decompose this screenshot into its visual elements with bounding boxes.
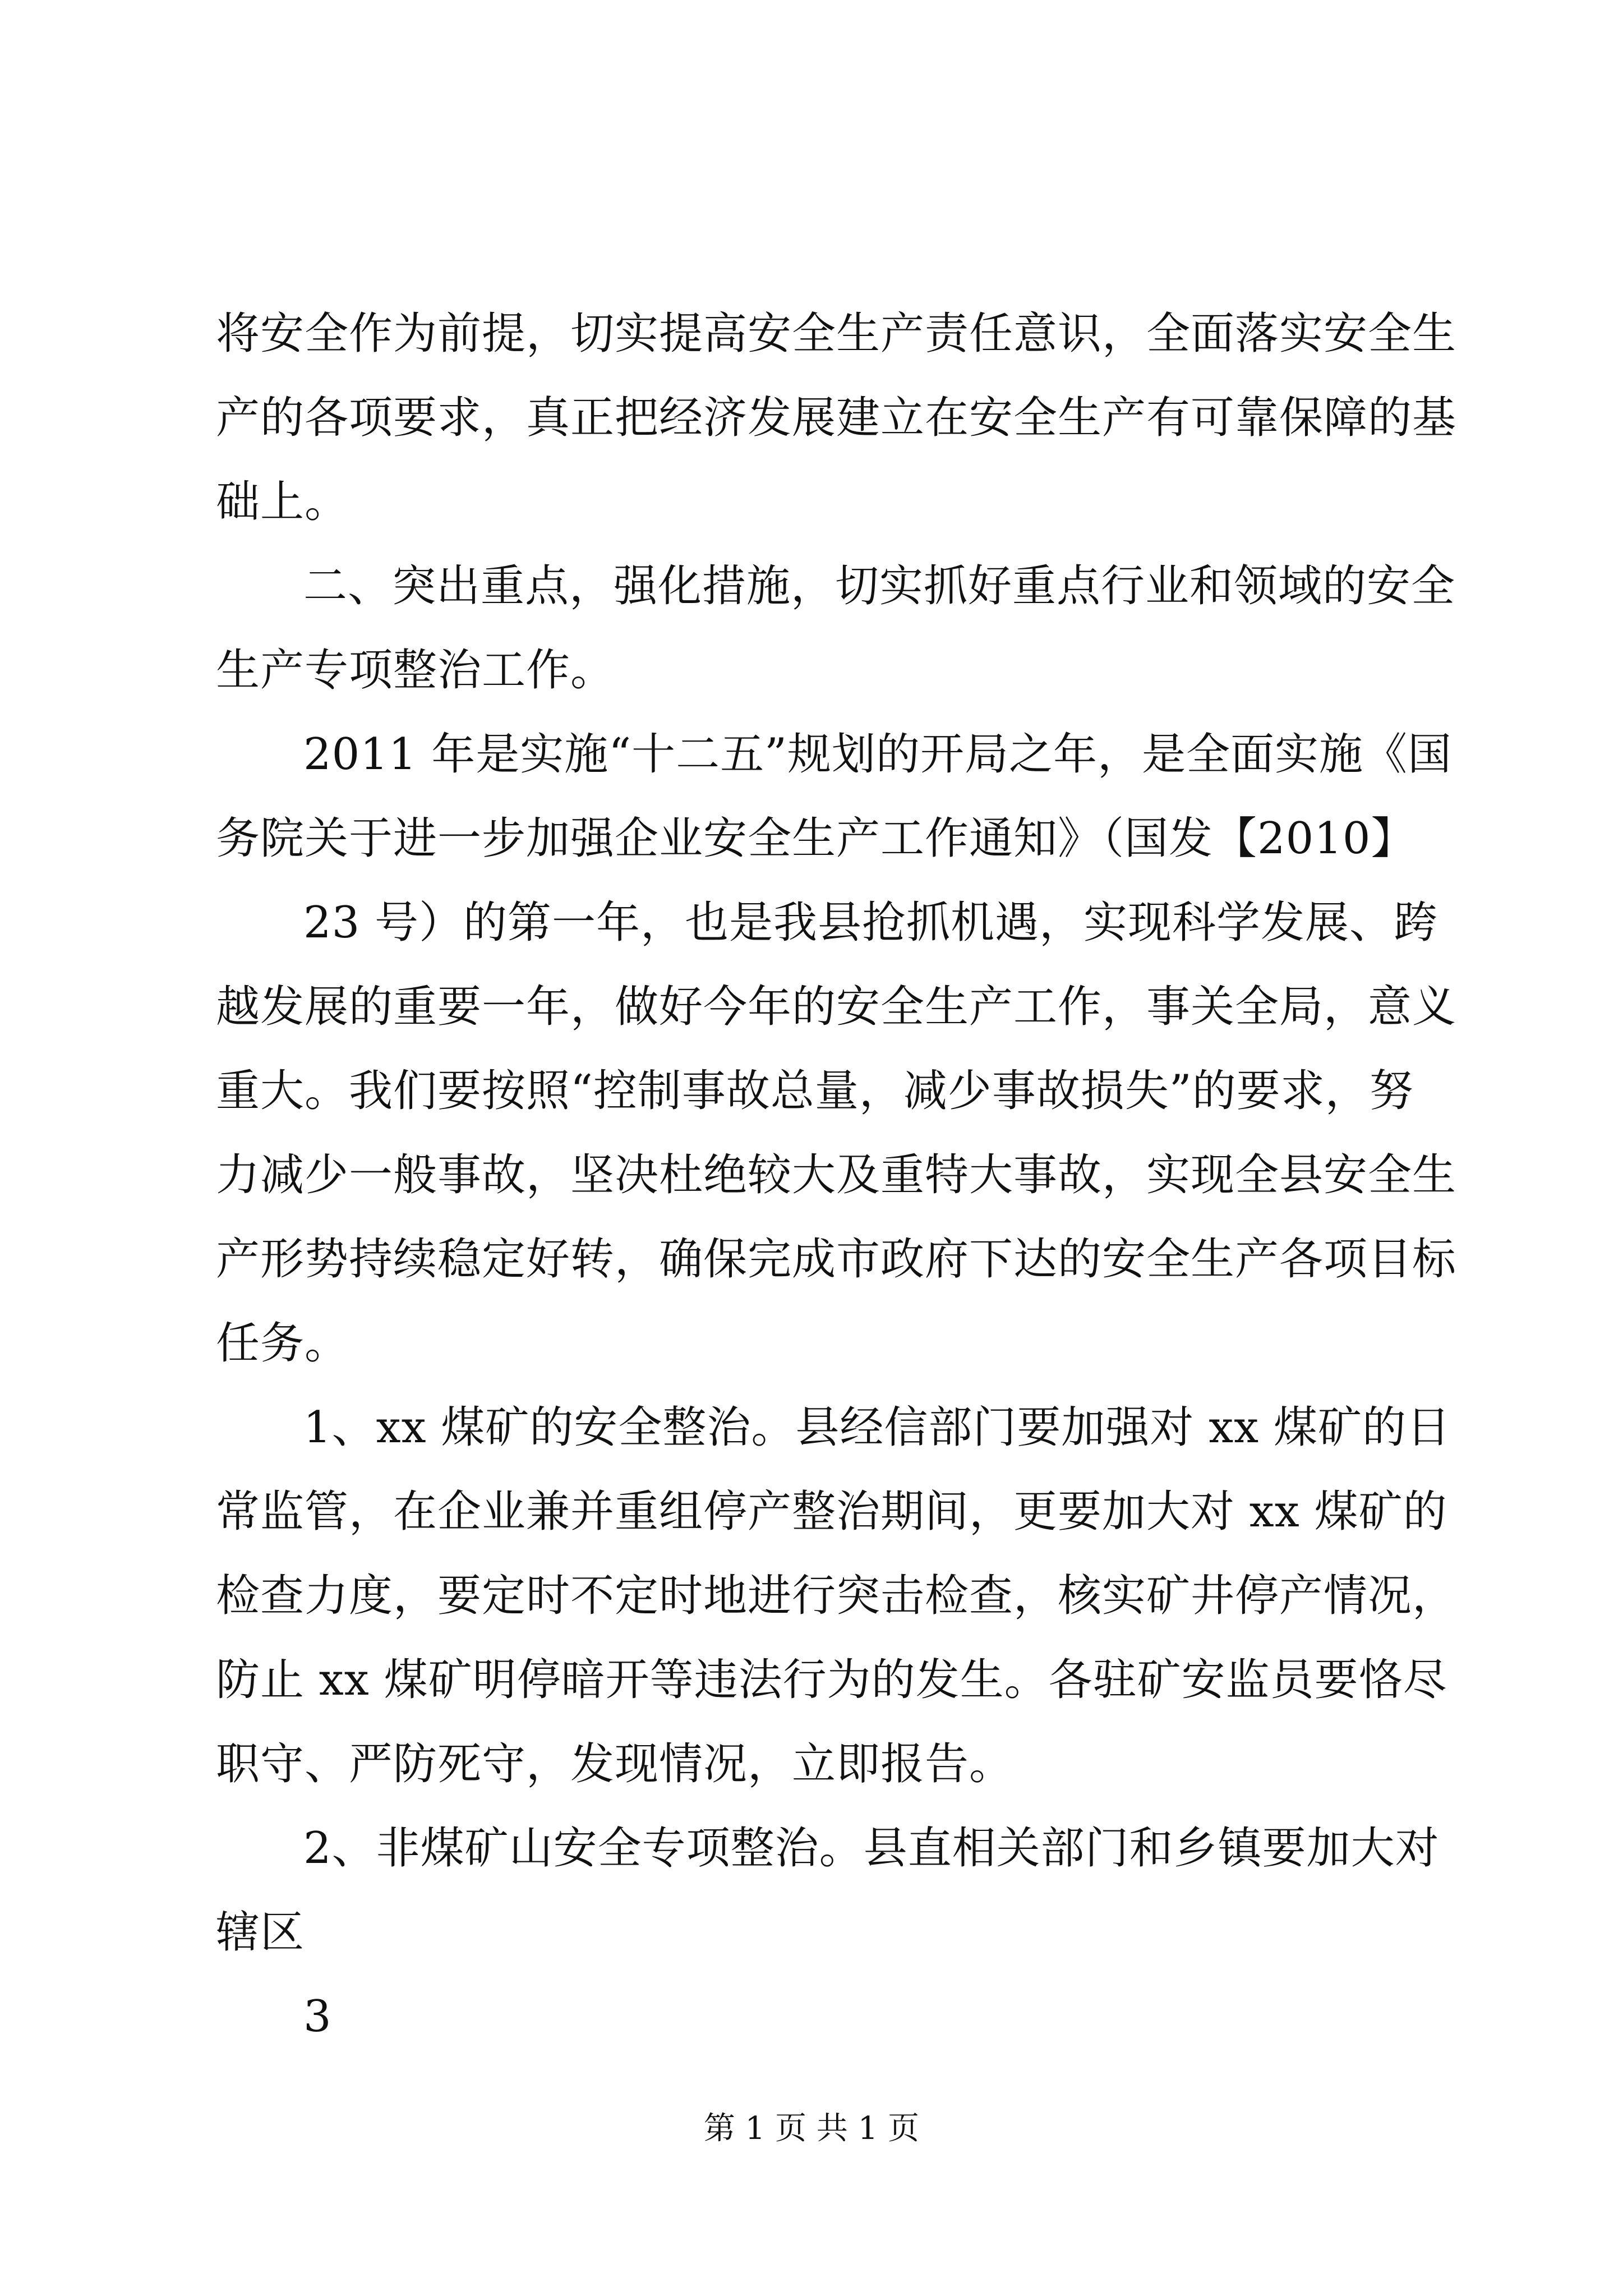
- text-line: 力减少一般事故，坚决杜绝较大及重特大事故，实现全县安全生: [216, 1150, 1457, 1200]
- text-line: 重大。我们要按照“控制事故总量，减少事故损失”的要求，努: [216, 1066, 1414, 1116]
- text-line: 2、非煤矿山安全专项整治。县直相关部门和乡镇要加大对: [303, 1823, 1440, 1874]
- text-line: 辖区: [216, 1907, 305, 1958]
- text-line: 任务。: [216, 1318, 349, 1369]
- text-line: 职守、严防死守，发现情况，立即报告。: [216, 1739, 1014, 1789]
- text-line: 23 号）的第一年，也是我县抢抓机遇，实现科学发展、跨: [303, 898, 1438, 948]
- page-footer: 第 1 页 共 1 页: [703, 2110, 920, 2147]
- text-line: 3: [303, 1991, 332, 2042]
- text-line: 常监管，在企业兼并重组停产整治期间，更要加大对 xx 煤矿的: [216, 1487, 1447, 1537]
- text-line: 产形势持续稳定好转，确保完成市政府下达的安全生产各项目标: [216, 1234, 1457, 1285]
- text-line: 2011 年是实施“十二五”规划的开局之年，是全面实施《国: [303, 729, 1453, 780]
- section-heading: 二、突出重点，强化措施，切实抓好重点行业和领域的安全: [303, 561, 1456, 611]
- text-line: 生产专项整治工作。: [216, 645, 615, 696]
- text-line: 将安全作为前提，切实提高安全生产责任意识，全面落实安全生: [216, 309, 1457, 359]
- text-line: 产的各项要求，真正把经济发展建立在安全生产有可靠保障的基: [216, 393, 1457, 443]
- text-line: 检查力度，要定时不定时地进行突击检查，核实矿井停产情况，: [216, 1571, 1457, 1621]
- text-line: 础上。: [216, 477, 349, 527]
- text-line: 越发展的重要一年，做好今年的安全生产工作，事关全局，意义: [216, 982, 1457, 1032]
- document-body: [216, 292, 1457, 2059]
- text-line: 1、xx 煤矿的安全整治。县经信部门要加强对 xx 煤矿的日: [303, 1402, 1451, 1453]
- text-line: 务院关于进一步加强企业安全生产工作通知》（国发【2010】: [216, 813, 1415, 864]
- text-line: 防止 xx 煤矿明停暗开等违法行为的发生。各驻矿安监员要恪尽: [216, 1655, 1447, 1705]
